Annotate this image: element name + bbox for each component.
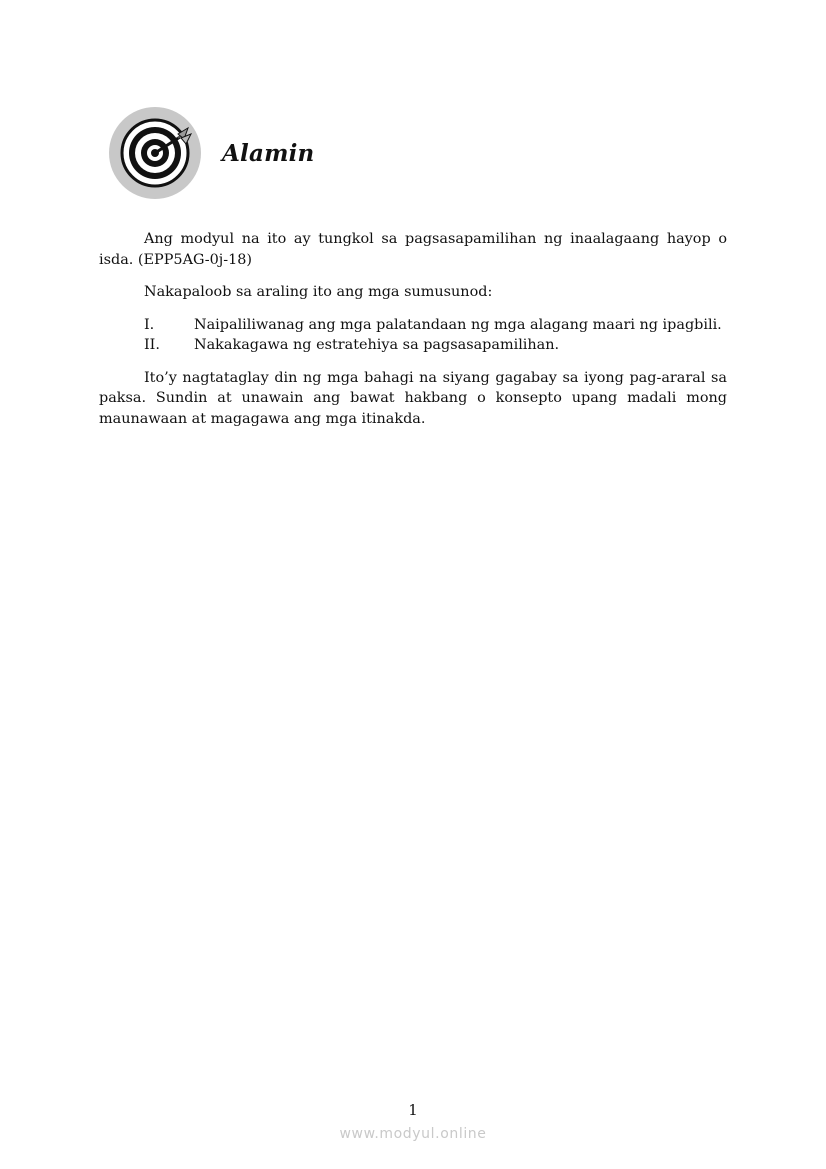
watermark: www.modyul.online (339, 1126, 487, 1142)
intro-paragraph: Ang modyul na ito ay tungkol sa pagsasapamilihan ng inaalagaang hayop o isda. (EPP5AG-0j-18) (99, 231, 727, 268)
list-item (99, 335, 727, 356)
module-content (99, 229, 727, 441)
closing-paragraph: Ito’y nagtataglay din ng mga bahagi na siyang gagabay sa iyong pag-araral sa paksa. Sundin at unawain ang bawat hakbang o konsepto upang madali mong maunawaan at magagawa ang mga itinakda. (99, 369, 727, 427)
section-header (108, 106, 314, 200)
list-item (99, 315, 727, 336)
objective-text: Nakakagawa ng estratehiya sa pagsasapamilihan. (194, 337, 560, 353)
objective-number: II. (144, 337, 160, 353)
list-intro-paragraph: Nakapaloob sa araling ito ang mga sumusunod: (144, 284, 493, 300)
objectives-list (99, 315, 727, 356)
objective-text: Naipaliliwanag ang mga palatandaan ng mga alagang maari ng ipagbili. (194, 316, 722, 333)
section-title: Alamin (222, 139, 315, 167)
objective-number: I. (144, 316, 155, 333)
page-number: 1 (408, 1101, 418, 1119)
target-bullseye-icon (108, 106, 202, 200)
